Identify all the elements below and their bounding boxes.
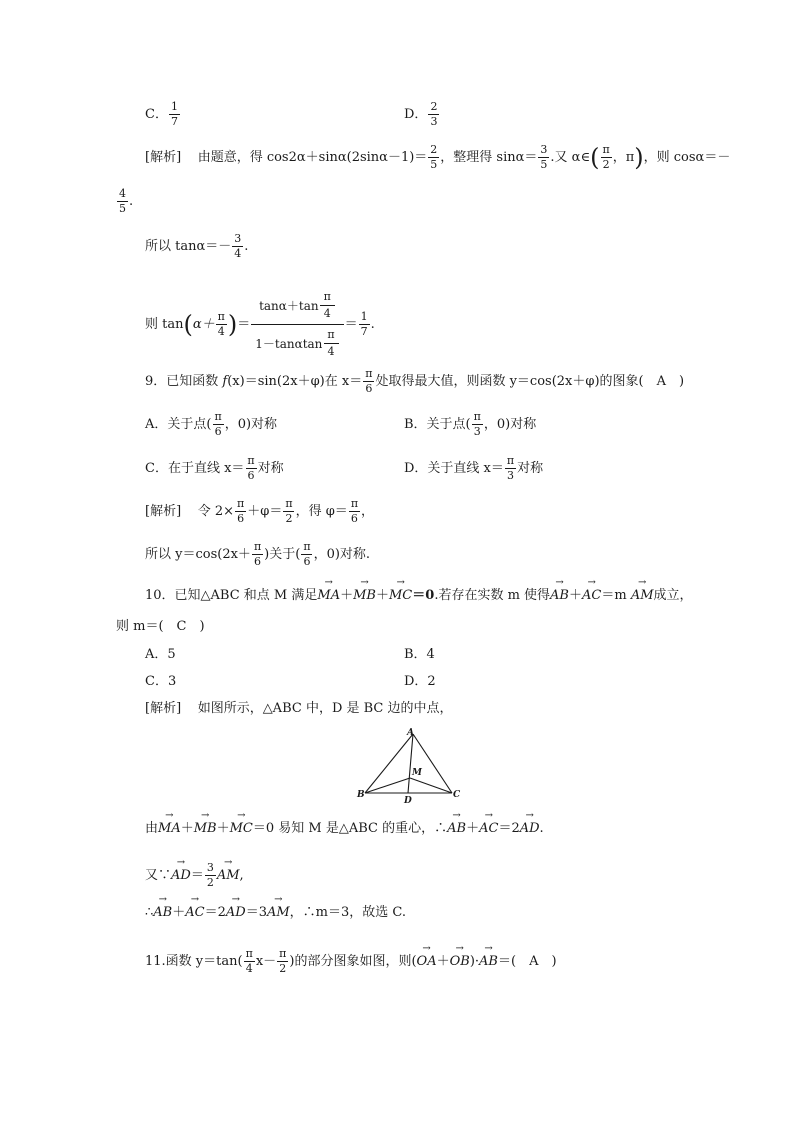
analysis-tag: [解析]	[145, 150, 182, 165]
q9-option-b: B．关于点( $\frac{\pi}{3}$ ，0)对称	[404, 410, 537, 438]
vector-AC: → AC	[582, 587, 601, 605]
vector-MB: → MB	[353, 587, 376, 605]
option-label: D．	[404, 107, 428, 122]
vector-MC: → MC	[389, 587, 412, 605]
vertex-label-C: C	[453, 790, 461, 800]
triangle-figure	[355, 726, 465, 806]
q9-analysis-line1: [解析] 令 2× $\frac{\pi}{6}$ ＋φ＝ $\frac{\pi}{2}$ ，得 φ＝ $\frac{\pi}{6}$ ，	[145, 497, 375, 525]
point-label-D: D	[404, 796, 412, 806]
vector-AB: → AB	[479, 953, 498, 971]
q8-analysis-line2: 所以 tanα＝－ $\frac{3}{4}$ .	[145, 232, 249, 260]
fraction: $\frac{1}{7}$	[170, 100, 178, 128]
q9-analysis-line2: 所以 y＝cos(2x＋ $\frac{\pi}{6}$ )关于( $\frac{\pi}{6}$ ，0)对称.	[145, 540, 371, 568]
fraction: $\frac{2}{3}$	[430, 100, 438, 128]
q8-analysis-line1-tail: $\frac{4}{5}$ .	[119, 187, 134, 215]
side-AC	[413, 734, 452, 793]
q10-option-c: C．3	[145, 674, 177, 689]
segment-CM	[410, 778, 452, 793]
q8-analysis-line1: [解析] 由题意，得 cos2α＋sinα(2sinα－1)＝ $\frac{2}{5}$ ，整理得 sinα＝ $\frac{3}{5}$ .又 α∈( $\frac{\pi}{2}$ ，π)，则 cosα＝－	[145, 143, 731, 172]
q11-stem: 11.函数 y＝tan( $\frac{\pi}{4}$ x－ $\frac{\pi}{2}$ )的部分图象如图，则(→ OA＋→ OB)·→ AB＝( A )	[145, 948, 557, 975]
q10-option-b: B．4	[404, 647, 435, 662]
tan-sum-fraction: tanα＋tan $\frac{\pi}{4}$ 1－tanαtan $\frac{\pi}{4}$	[251, 287, 343, 362]
q8-option-c	[145, 101, 181, 128]
option-label: C．	[145, 107, 168, 122]
q9-stem: 9．已知函数 f(x)＝sin(2x＋φ)在 x＝ $\frac{\pi}{6}$ 处取得最大值，则函数 y＝cos(2x＋φ)的图象( A )	[145, 367, 685, 395]
q8-analysis-line3: 则 tan(α＋ $\frac{\pi}{4}$ )＝ tanα＋tan $\frac{\pi}{4}$ 1－tanαtan $\frac{\pi}{4}$ ＝ $\frac{1}{7}$ .	[145, 287, 375, 362]
q10-option-a: A．5	[145, 647, 176, 662]
vertex-label-A: A	[407, 728, 414, 738]
q9-option-d: D．关于直线 x＝ $\frac{\pi}{3}$ 对称	[404, 454, 544, 482]
q9-option-a: A．关于点( $\frac{\pi}{6}$ ，0)对称	[145, 410, 278, 438]
vertex-label-B: B	[357, 790, 365, 800]
vector-AB: → AB	[550, 587, 569, 605]
q10-option-d: D．2	[404, 674, 436, 689]
median-AD	[408, 734, 413, 793]
point-label-M: M	[412, 768, 422, 778]
analysis-tag: [解析]	[145, 701, 182, 716]
analysis-tag: [解析]	[145, 504, 182, 519]
q10-stem-line2: 则 m＝( C )	[116, 619, 205, 634]
vector-AM: → AM	[631, 587, 654, 605]
q10-analysis-line4: ∴→ AB＋→ AC＝2→ AD＝3→ AM，∴m＝3，故选 C.	[145, 904, 406, 922]
vector-OB: → OB	[450, 953, 470, 971]
vector-OA: → OA	[417, 953, 437, 971]
q10-stem-line1: 10．已知△ABC 和点 M 满足→ MA＋→ MB＋→ MC＝0.若存在实数 m 使得→ AB＋→ AC＝m → AM成立，	[145, 587, 693, 605]
vector-MA: → MA	[317, 587, 340, 605]
q10-analysis-line3: 又∵→ AD＝ $\frac{3}{2}$ → AM,	[145, 862, 244, 889]
q8-option-d	[404, 101, 440, 128]
side-AB	[365, 734, 413, 793]
q10-analysis-line2: 由→ MA＋→ MB＋→ MC＝0 易知 M 是△ABC 的重心，∴→ AB＋→ AC＝2→ AD.	[145, 820, 544, 838]
q9-option-c: C．在于直线 x＝ $\frac{\pi}{6}$ 对称	[145, 454, 284, 482]
q10-analysis-line1: [解析] 如图所示，△ABC 中，D 是 BC 边的中点，	[145, 701, 453, 716]
